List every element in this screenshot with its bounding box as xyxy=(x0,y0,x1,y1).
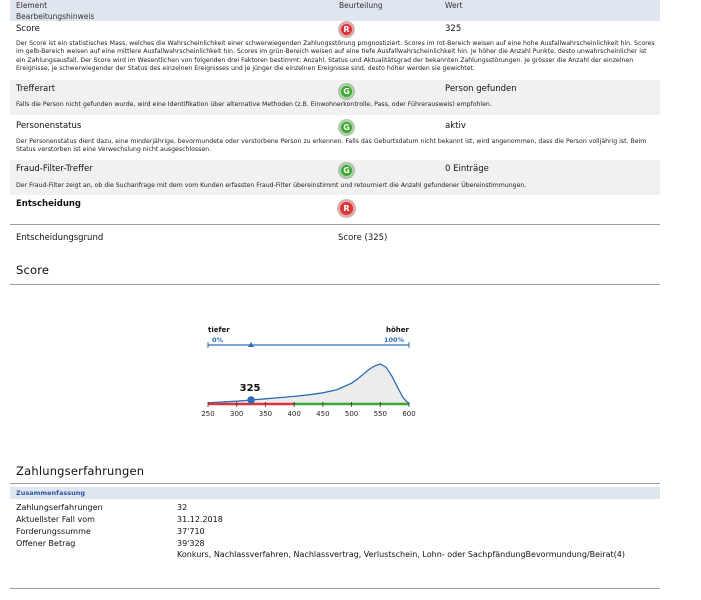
table-header xyxy=(10,0,660,21)
scale-left-percent: 0% xyxy=(212,336,224,344)
score-description: Der Score ist ein statistisches Mass, welches die Wahrscheinlichkeit einer schwerwiegenden Zahlungsstörung prognostiziert. Scores im rot-Bereich weisen auf eine hohe Ausfallwahrscheinlichkeit hin. Scores im gelb-Bereich weisen auf eine mittlere Ausfallwahrscheinlichkeit hin. Scores im grün-Bereich weisen auf eine tiefe Ausfallwahrscheinlichkeit hin. Je höher die Anzahl Punkte, desto unwahrscheinlicher ist ein Zahlungsausfall. Der Score wird im Wesentlichen von folgenden drei Faktoren bestimmt: Anzahl, Status und Aktualitätsgrad der bekannten Zahlungsstörungen. Je grösser die Anzahl der einzelnen Ereignisse, je schwerwiegender der Status des einzelnen Ereignisses und je jünger die einzelnen Ereignisse sind, desto höher werden sie gewichtet. xyxy=(16,40,655,72)
score-label: Score xyxy=(16,24,40,34)
trefferart-label: Trefferart xyxy=(16,84,56,94)
column-header-beurteilung: Beurteilung xyxy=(339,1,383,10)
score-rating-badge: R xyxy=(339,22,354,37)
latest-case-value: 31.12.2018 xyxy=(177,515,223,524)
offener-betrag-label: Offener Betrag xyxy=(16,539,76,548)
scale-left-label: tiefer xyxy=(208,326,230,334)
trefferart-value: Person gefunden xyxy=(445,84,517,94)
score-section-title: Score xyxy=(16,263,50,277)
fraud-value: 0 Einträge xyxy=(445,164,489,174)
footer-separator xyxy=(10,588,660,589)
categories-text: Konkurs, Nachlassverfahren, Nachlassvertrag, Verlustschein, Lohn- oder SachpfändungBevormundung/Beirat(4) xyxy=(177,550,625,559)
x-tick-label: 400 xyxy=(287,410,301,418)
score-marker-label: 325 xyxy=(239,383,261,394)
separator xyxy=(10,483,660,484)
x-tick-label: 550 xyxy=(373,410,387,418)
x-tick-label: 600 xyxy=(402,410,416,418)
scale-right-percent: 100% xyxy=(384,336,405,344)
x-tick-label: 350 xyxy=(258,410,273,418)
column-header-element: Element xyxy=(16,1,48,10)
x-tick-label: 300 xyxy=(230,410,244,418)
zahlungserfahrungen-count-label: Zahlungserfahrungen xyxy=(16,503,103,512)
entscheidung-label: Entscheidung xyxy=(16,199,82,209)
fraud-rating-badge: G xyxy=(339,163,354,178)
column-header-hint: Bearbeitungshinweis xyxy=(16,12,95,21)
personenstatus-rating-badge: G xyxy=(339,120,354,135)
entscheidungsgrund-label: Entscheidungsgrund xyxy=(16,233,104,243)
x-tick-label: 250 xyxy=(201,410,215,418)
offener-betrag-value: 39'328 xyxy=(177,539,205,548)
personenstatus-description: Der Personenstatus dient dazu, eine minderjährige, bevormundete oder verstorbene Person zu erkennen. Falls das Geburtsdatum nicht bekannt ist, wird angenommen, dass die Person volljährig ist. Beim Status verstorben ist eine Verwechslung nicht ausgeschlossen. xyxy=(16,138,647,154)
column-header-wert: Wert xyxy=(445,1,463,10)
score-value: 325 xyxy=(445,24,462,34)
forderungssumme-value: 37'710 xyxy=(177,527,205,536)
latest-case-label: Aktuellster Fall vom xyxy=(16,515,95,524)
entscheidung-rating-badge: R xyxy=(338,200,355,217)
zahlungserfahrungen-count-value: 32 xyxy=(177,503,188,512)
personenstatus-label: Personenstatus xyxy=(16,121,82,131)
entscheidungsgrund-value: Score (325) xyxy=(338,233,388,243)
x-tick-label: 450 xyxy=(316,410,330,418)
fraud-label: Fraud-Filter-Treffer xyxy=(16,164,93,174)
trefferart-rating-badge: G xyxy=(339,84,354,99)
distribution-area xyxy=(208,364,409,404)
score-distribution-chart xyxy=(190,318,430,428)
separator xyxy=(10,284,660,285)
summary-label: Zusammenfassung xyxy=(16,489,86,497)
trefferart-description: Falls die Person nicht gefunden wurde, wird eine Identifikation über alternative Methoden (z.B. Einwohnerkontrolle, Pass, oder Führerausweis) empfohlen. xyxy=(16,101,492,108)
summary-band xyxy=(10,487,660,499)
x-tick-label: 500 xyxy=(344,410,359,418)
zahlungserfahrungen-title: Zahlungserfahrungen xyxy=(16,464,145,478)
separator xyxy=(10,224,660,225)
score-marker xyxy=(247,396,255,404)
forderungssumme-label: Forderungssumme xyxy=(16,527,91,536)
scale-right-label: höher xyxy=(386,326,409,334)
personenstatus-value: aktiv xyxy=(445,121,466,131)
trefferart-row xyxy=(10,80,660,115)
fraud-description: Der Fraud-Filter zeigt an, ob die Suchanfrage mit dem vom Kunden erfassten Fraud-Filter übereinstimmt und retourniert die Anzahl gefundener Übereinstimmungen. xyxy=(16,182,527,189)
